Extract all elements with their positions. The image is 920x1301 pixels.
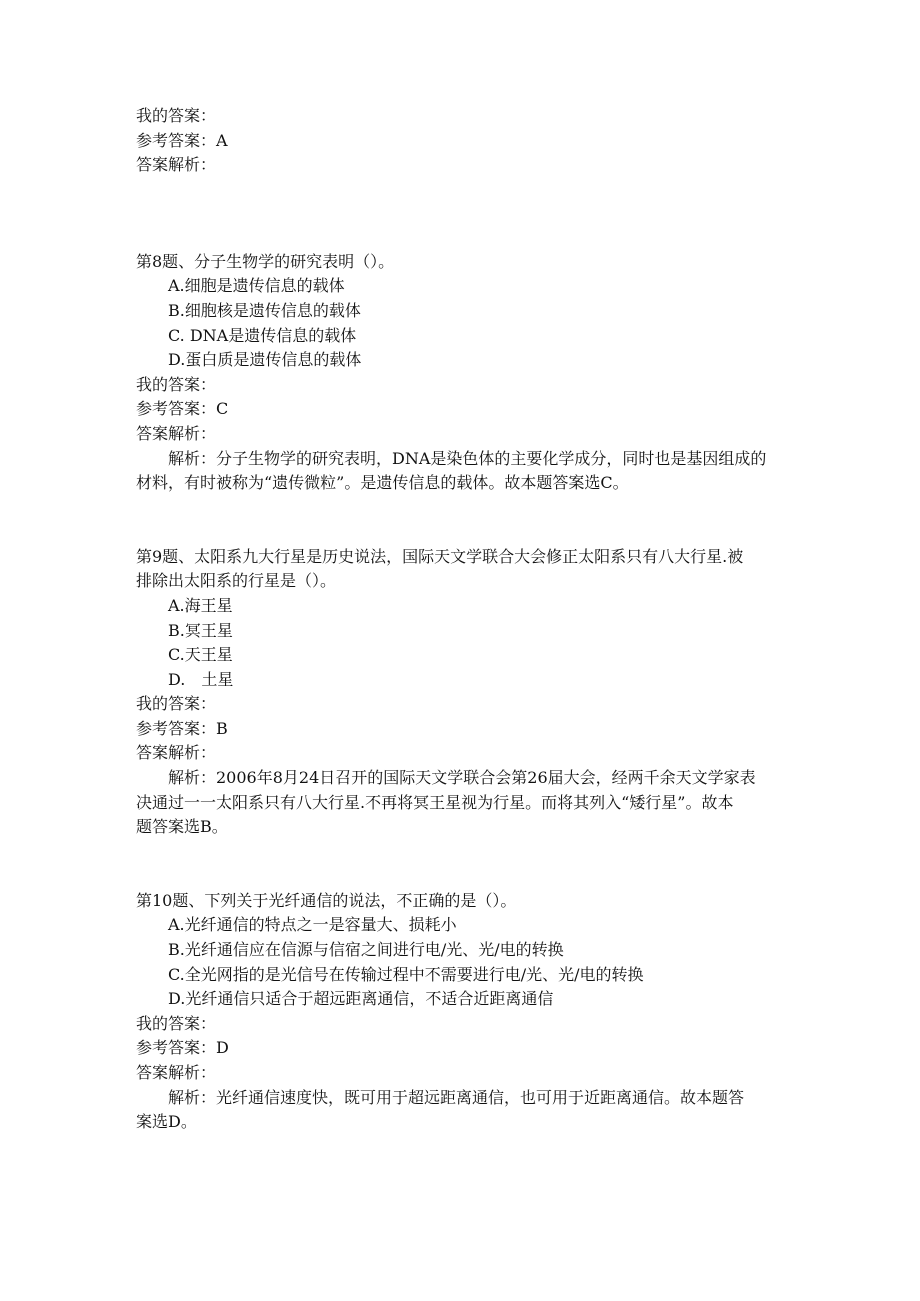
my-answer-label: 我的答案： [136,694,217,714]
option-b: B.冥王星 [168,620,233,640]
prev-question-tail [136,104,786,178]
option-d: D. 土星 [168,669,234,689]
question-title: 第9题、太阳系九大行星是历史说法，国际天文学联合大会修正太阳系只有八大行星.被 [136,546,744,566]
reference-answer: 参考答案：D [136,1038,229,1058]
analysis-text-line: 材料，有时被称为“遗传微粒”。是遗传信息的载体。故本题答案选C。 [136,473,629,493]
analysis-text-line: 解析：分子生物学的研究表明，DNA是染色体的主要化学成分，同时也是基因组成的 [168,448,767,468]
option-c: C.天王星 [168,645,233,665]
my-answer-label: 我的答案： [136,1013,217,1033]
reference-answer: 参考答案：C [136,399,229,419]
question-title: 第8题、分子生物学的研究表明（）。 [136,251,395,271]
option-d: D.蛋白质是遗传信息的载体 [168,350,362,370]
question-title: 第10题、下列关于光纤通信的说法，不正确的是（）。 [136,890,517,910]
analysis-label: 答案解析： [136,155,217,175]
analysis-label: 答案解析： [136,1063,217,1082]
exam-document [136,104,786,1135]
option-b: B.细胞核是遗传信息的载体 [168,300,361,320]
question-title-continued: 排除出太阳系的行星是（）。 [136,571,337,591]
analysis-text-line: 解析：光纤通信速度快，既可用于超远距离通信，也可用于近距离通信。故本题答 [168,1087,745,1107]
my-answer-label: 我的答案： [136,106,217,125]
reference-answer: 参考答案：B [136,718,228,738]
option-b: B.光纤通信应在信源与信宿之间进行电/光、光/电的转换 [168,940,564,960]
spacer [136,840,786,889]
option-c: C. DNA是遗传信息的载体 [168,325,357,345]
question-9 [136,545,786,840]
option-a: A.光纤通信的特点之一是容量大、损耗小 [168,915,457,935]
analysis-label: 答案解析： [136,423,217,443]
analysis-text-line: 决通过一一太阳系只有八大行星.不再将冥王星视为行星。而将其列入“矮行星”。故本 [136,792,734,812]
reference-answer: 参考答案：A [136,130,228,150]
analysis-label: 答案解析： [136,743,217,763]
analysis-text-line: 题答案选B。 [136,817,228,837]
question-10 [136,889,786,1135]
spacer [136,178,786,250]
spacer [136,496,786,545]
analysis-text-line: 案选D。 [136,1112,197,1132]
option-c: C.全光网指的是光信号在传输过程中不需要进行电/光、光/电的转换 [168,964,644,984]
question-8 [136,250,786,496]
option-a: A.海王星 [168,595,233,615]
option-a: A.细胞是遗传信息的载体 [168,276,345,296]
analysis-text-line: 解析：2006年8月24日召开的国际天文学联合会第26届大会，经两千余天文学家表 [168,768,756,788]
option-d: D.光纤通信只适合于超远距离通信，不适合近距离通信 [168,989,554,1009]
my-answer-label: 我的答案： [136,374,217,394]
